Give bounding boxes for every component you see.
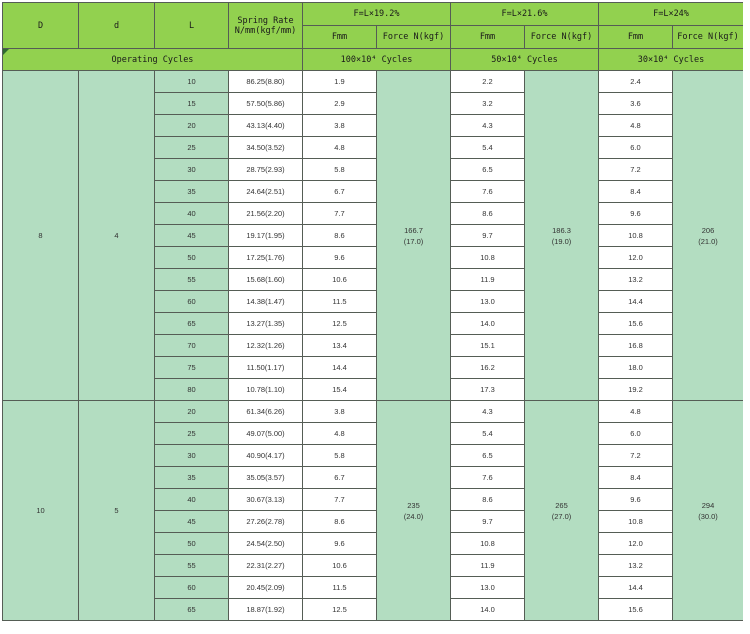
fmm-cell-2: 7.6: [451, 181, 525, 203]
spring-rate-cell: 27.26(2.78): [229, 511, 303, 533]
force-value-3: [673, 401, 744, 621]
fmm-cell-2: 14.0: [451, 313, 525, 335]
outer-diameter-cell: 10: [3, 401, 79, 621]
header-fmm-1: Fmm: [303, 26, 377, 49]
spring-rate-cell: 28.75(2.93): [229, 159, 303, 181]
fmm-cell-3: 10.8: [599, 511, 673, 533]
fmm-cell-1: 1.9: [303, 71, 377, 93]
length-cell: 40: [155, 489, 229, 511]
spring-rate-cell: 11.50(1.17): [229, 357, 303, 379]
length-cell: 45: [155, 225, 229, 247]
fmm-cell-2: 13.0: [451, 291, 525, 313]
fmm-cell-2: 7.6: [451, 467, 525, 489]
fmm-cell-2: 10.8: [451, 533, 525, 555]
fmm-cell-2: 14.0: [451, 599, 525, 621]
length-cell: 70: [155, 335, 229, 357]
force-kgf: (30.0): [698, 511, 718, 521]
header-spring-rate: [229, 3, 303, 49]
fmm-cell-1: 10.6: [303, 555, 377, 577]
force-newton: 235: [407, 500, 420, 510]
fmm-cell-1: 9.6: [303, 533, 377, 555]
fmm-cell-3: 7.2: [599, 159, 673, 181]
header-row-1: [3, 3, 744, 26]
header-spring-rate-line1: Spring Rate: [237, 15, 294, 26]
fmm-cell-1: 3.8: [303, 115, 377, 137]
fmm-cell-3: 9.6: [599, 203, 673, 225]
table-row: [3, 401, 744, 423]
fmm-cell-2: 5.4: [451, 423, 525, 445]
fmm-cell-3: 14.4: [599, 577, 673, 599]
cycles-group-3: 30×10⁴ Cycles: [599, 49, 744, 71]
fmm-cell-3: 8.4: [599, 467, 673, 489]
fmm-cell-1: 11.5: [303, 577, 377, 599]
length-cell: 45: [155, 511, 229, 533]
fmm-cell-3: 3.6: [599, 93, 673, 115]
spring-rate-cell: 19.17(1.95): [229, 225, 303, 247]
spring-rate-cell: 17.25(1.76): [229, 247, 303, 269]
fmm-cell-3: 12.0: [599, 247, 673, 269]
length-cell: 60: [155, 291, 229, 313]
spring-rate-cell: 14.38(1.47): [229, 291, 303, 313]
fmm-cell-1: 4.8: [303, 423, 377, 445]
force-kgf: (17.0): [403, 236, 424, 246]
force-value-3: [673, 71, 744, 401]
length-cell: 65: [155, 313, 229, 335]
fmm-cell-3: 15.6: [599, 313, 673, 335]
fmm-cell-2: 4.3: [451, 115, 525, 137]
outer-diameter-cell: 8: [3, 71, 79, 401]
fmm-cell-2: 8.6: [451, 203, 525, 225]
fmm-cell-3: 12.0: [599, 533, 673, 555]
fmm-cell-1: 6.7: [303, 181, 377, 203]
spring-rate-cell: 35.05(3.57): [229, 467, 303, 489]
header-force-3: Force N(kgf): [673, 26, 744, 49]
operating-cycles-row: [3, 49, 744, 71]
corner-marker-icon: [3, 49, 9, 55]
table-row: [3, 71, 744, 93]
fmm-cell-1: 4.8: [303, 137, 377, 159]
spring-rate-cell: 86.25(8.80): [229, 71, 303, 93]
fmm-cell-2: 9.7: [451, 225, 525, 247]
spring-rate-cell: 15.68(1.60): [229, 269, 303, 291]
fmm-cell-1: 13.4: [303, 335, 377, 357]
fmm-cell-3: 4.8: [599, 401, 673, 423]
fmm-cell-2: 11.9: [451, 555, 525, 577]
spring-spec-table-container: [2, 2, 743, 634]
spring-rate-cell: 61.34(6.26): [229, 401, 303, 423]
spring-rate-cell: 20.45(2.09): [229, 577, 303, 599]
inner-diameter-cell: 4: [79, 71, 155, 401]
fmm-cell-2: 13.0: [451, 577, 525, 599]
fmm-cell-1: 14.4: [303, 357, 377, 379]
header-group-21-6: F=L×21.6%: [451, 3, 599, 26]
header-L: L: [155, 3, 229, 49]
fmm-cell-2: 8.6: [451, 489, 525, 511]
fmm-cell-3: 16.8: [599, 335, 673, 357]
operating-cycles-label: [3, 49, 303, 71]
cycles-group-1: 100×10⁴ Cycles: [303, 49, 451, 71]
length-cell: 60: [155, 577, 229, 599]
length-cell: 30: [155, 445, 229, 467]
header-d: d: [79, 3, 155, 49]
header-fmm-2: Fmm: [451, 26, 525, 49]
force-newton: 294: [701, 500, 715, 510]
fmm-cell-3: 6.0: [599, 137, 673, 159]
fmm-cell-1: 5.8: [303, 445, 377, 467]
header-D: D: [3, 3, 79, 49]
spring-rate-cell: 40.90(4.17): [229, 445, 303, 467]
fmm-cell-3: 7.2: [599, 445, 673, 467]
fmm-cell-3: 8.4: [599, 181, 673, 203]
length-cell: 50: [155, 533, 229, 555]
spring-rate-cell: 34.50(3.52): [229, 137, 303, 159]
fmm-cell-2: 15.1: [451, 335, 525, 357]
fmm-cell-1: 8.6: [303, 511, 377, 533]
inner-diameter-cell: 5: [79, 401, 155, 621]
header-force-2: Force N(kgf): [525, 26, 599, 49]
fmm-cell-1: 7.7: [303, 489, 377, 511]
force-newton: 206: [701, 225, 715, 235]
spring-rate-cell: 21.56(2.20): [229, 203, 303, 225]
fmm-cell-1: 12.5: [303, 599, 377, 621]
force-value-2: [525, 401, 599, 621]
fmm-cell-2: 4.3: [451, 401, 525, 423]
fmm-cell-1: 7.7: [303, 203, 377, 225]
header-group-19-2: F=L×19.2%: [303, 3, 451, 26]
fmm-cell-1: 3.8: [303, 401, 377, 423]
spring-rate-cell: 18.87(1.92): [229, 599, 303, 621]
spring-rate-cell: 57.50(5.86): [229, 93, 303, 115]
length-cell: 55: [155, 269, 229, 291]
fmm-cell-1: 15.4: [303, 379, 377, 401]
length-cell: 75: [155, 357, 229, 379]
length-cell: 30: [155, 159, 229, 181]
length-cell: 80: [155, 379, 229, 401]
force-value-2: [525, 71, 599, 401]
length-cell: 25: [155, 423, 229, 445]
force-value-1: [377, 401, 451, 621]
length-cell: 35: [155, 181, 229, 203]
length-cell: 15: [155, 93, 229, 115]
operating-cycles-text: Operating Cycles: [111, 54, 194, 65]
header-spring-rate-line2: N/mm(kgf/mm): [234, 25, 297, 36]
spring-rate-cell: 49.07(5.00): [229, 423, 303, 445]
fmm-cell-3: 2.4: [599, 71, 673, 93]
fmm-cell-3: 14.4: [599, 291, 673, 313]
spring-rate-cell: 24.64(2.51): [229, 181, 303, 203]
spring-rate-cell: 24.54(2.50): [229, 533, 303, 555]
length-cell: 55: [155, 555, 229, 577]
length-cell: 25: [155, 137, 229, 159]
fmm-cell-2: 16.2: [451, 357, 525, 379]
fmm-cell-3: 6.0: [599, 423, 673, 445]
spring-rate-cell: 22.31(2.27): [229, 555, 303, 577]
force-kgf: (19.0): [551, 236, 572, 246]
header-group-24: F=L×24%: [599, 3, 744, 26]
force-newton: 166.7: [404, 225, 423, 235]
fmm-cell-2: 10.8: [451, 247, 525, 269]
fmm-cell-3: 18.0: [599, 357, 673, 379]
spring-rate-cell: 30.67(3.13): [229, 489, 303, 511]
fmm-cell-2: 3.2: [451, 93, 525, 115]
fmm-cell-1: 9.6: [303, 247, 377, 269]
fmm-cell-2: 5.4: [451, 137, 525, 159]
force-newton: 265: [555, 500, 568, 510]
fmm-cell-3: 13.2: [599, 555, 673, 577]
fmm-cell-1: 2.9: [303, 93, 377, 115]
spring-rate-cell: 13.27(1.35): [229, 313, 303, 335]
fmm-cell-1: 6.7: [303, 467, 377, 489]
spring-spec-table: [2, 2, 743, 621]
length-cell: 20: [155, 115, 229, 137]
fmm-cell-2: 6.5: [451, 445, 525, 467]
fmm-cell-3: 9.6: [599, 489, 673, 511]
fmm-cell-3: 15.6: [599, 599, 673, 621]
fmm-cell-1: 11.5: [303, 291, 377, 313]
cycles-group-2: 50×10⁴ Cycles: [451, 49, 599, 71]
fmm-cell-2: 9.7: [451, 511, 525, 533]
length-cell: 65: [155, 599, 229, 621]
header-fmm-3: Fmm: [599, 26, 673, 49]
fmm-cell-3: 19.2: [599, 379, 673, 401]
fmm-cell-2: 11.9: [451, 269, 525, 291]
force-kgf: (27.0): [551, 511, 572, 521]
length-cell: 35: [155, 467, 229, 489]
fmm-cell-2: 6.5: [451, 159, 525, 181]
force-kgf: (21.0): [698, 236, 718, 246]
fmm-cell-1: 10.6: [303, 269, 377, 291]
spring-rate-cell: 43.13(4.40): [229, 115, 303, 137]
fmm-cell-2: 17.3: [451, 379, 525, 401]
spring-rate-cell: 12.32(1.26): [229, 335, 303, 357]
header-force-1: Force N(kgf): [377, 26, 451, 49]
length-cell: 40: [155, 203, 229, 225]
fmm-cell-1: 8.6: [303, 225, 377, 247]
fmm-cell-3: 10.8: [599, 225, 673, 247]
length-cell: 20: [155, 401, 229, 423]
fmm-cell-1: 5.8: [303, 159, 377, 181]
fmm-cell-3: 4.8: [599, 115, 673, 137]
length-cell: 10: [155, 71, 229, 93]
fmm-cell-3: 13.2: [599, 269, 673, 291]
force-kgf: (24.0): [403, 511, 424, 521]
force-value-1: [377, 71, 451, 401]
spring-rate-cell: 10.78(1.10): [229, 379, 303, 401]
fmm-cell-1: 12.5: [303, 313, 377, 335]
length-cell: 50: [155, 247, 229, 269]
force-newton: 186.3: [552, 225, 571, 235]
fmm-cell-2: 2.2: [451, 71, 525, 93]
